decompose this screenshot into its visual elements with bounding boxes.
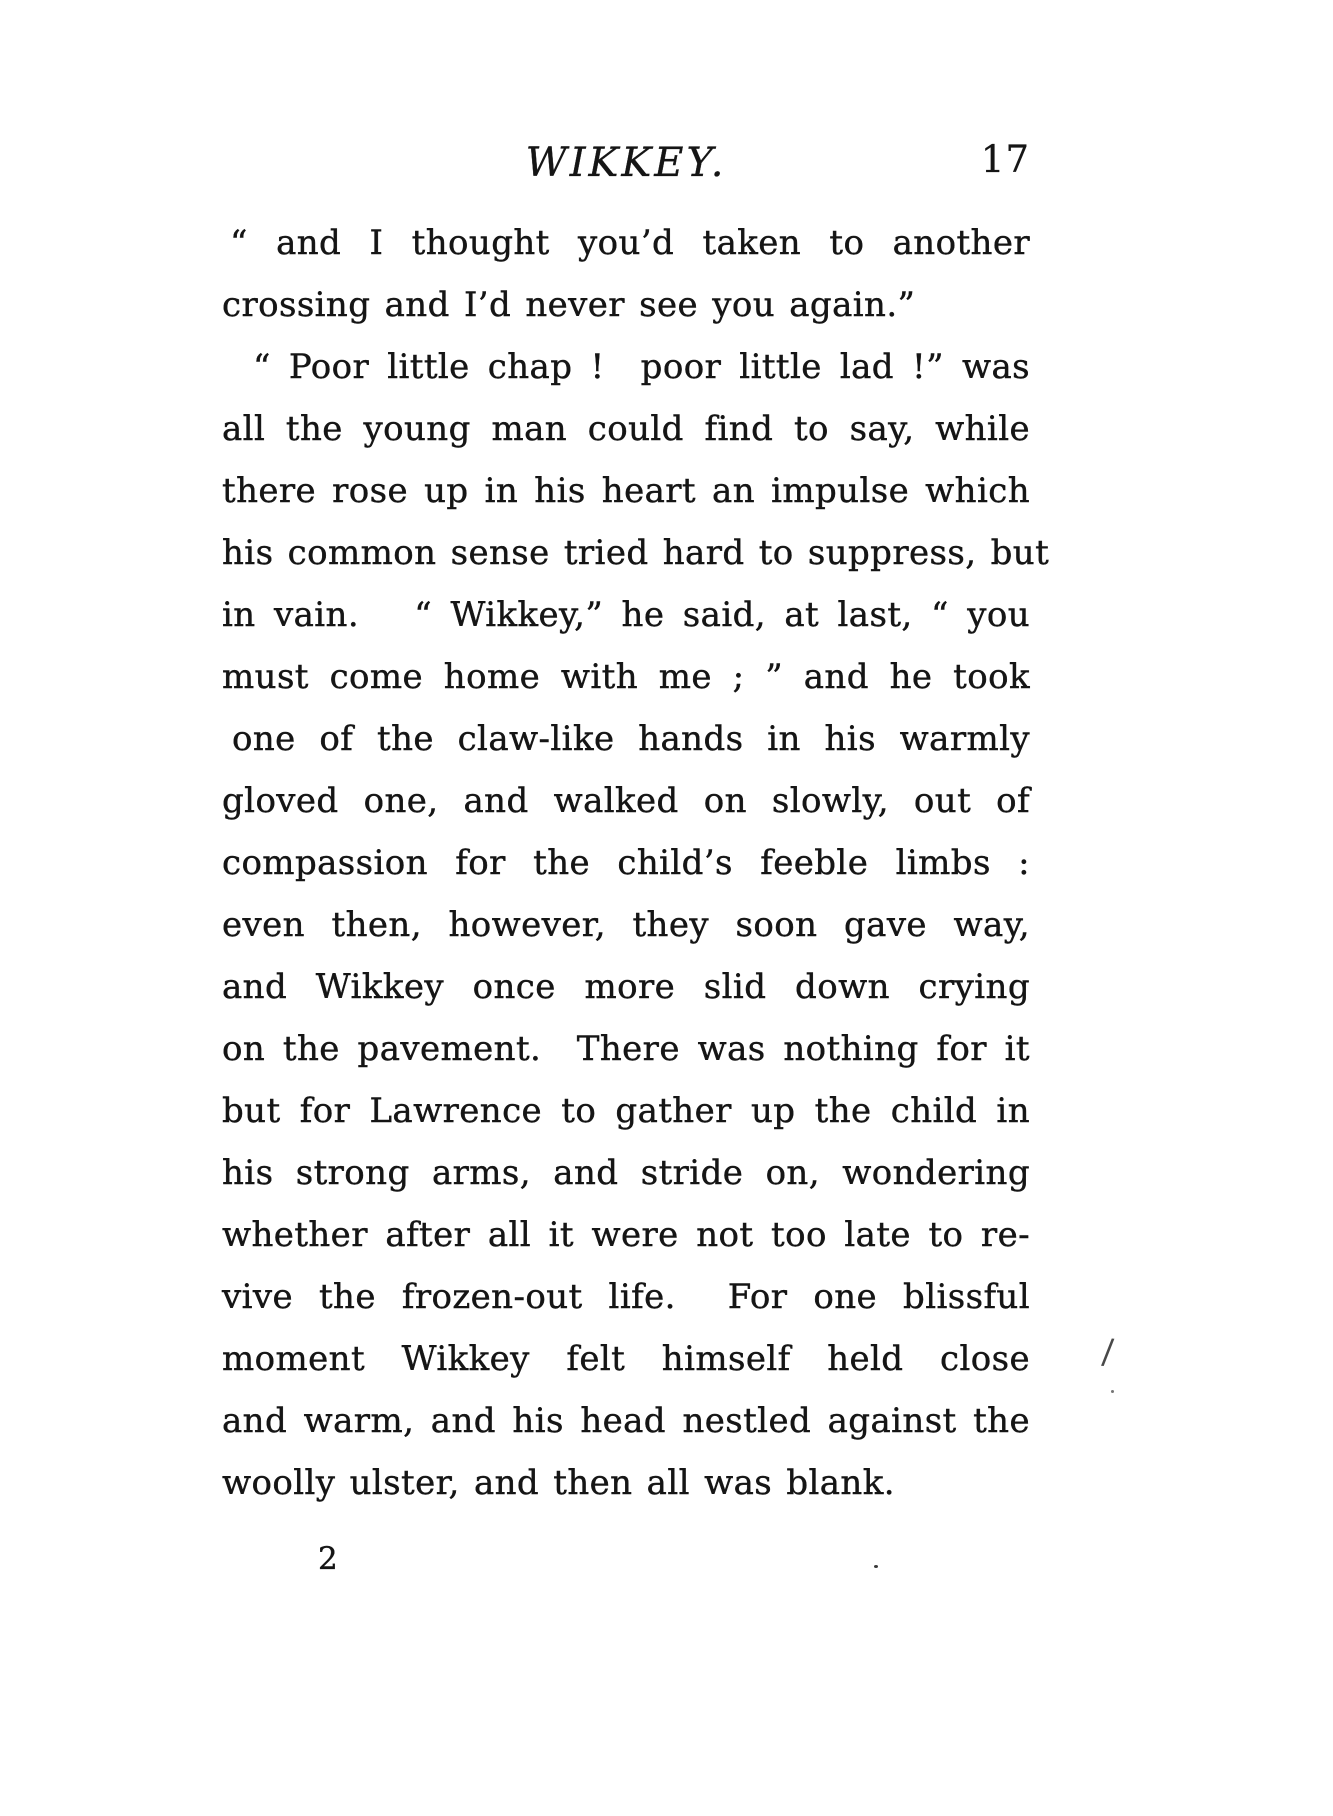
text-line: moment Wikkey felt himself held close bbox=[222, 1339, 1030, 1379]
text-line: “ and I thought you’d taken to another bbox=[230, 223, 1030, 263]
text-line: whether after all it were not too late to re- bbox=[222, 1215, 1030, 1255]
text-line: one of the claw-like hands in his warmly bbox=[232, 719, 1030, 759]
text-line: crossing and I’d never see you again.” bbox=[222, 285, 916, 325]
text-line: his strong arms, and stride on, wondering bbox=[222, 1153, 1030, 1193]
text-line: “ Poor little chap ! poor little lad !” was bbox=[253, 347, 1030, 387]
scan-speck bbox=[1111, 1390, 1114, 1393]
text-line: there rose up in his heart an impulse which bbox=[222, 471, 1030, 511]
signature-mark: 2 bbox=[318, 1541, 338, 1577]
text-line: all the young man could find to say, while bbox=[222, 409, 1030, 449]
text-line: woolly ulster, and then all was blank. bbox=[222, 1463, 895, 1503]
text-line: and Wikkey once more slid down crying bbox=[222, 967, 1030, 1007]
text-line: compassion for the child’s feeble limbs : bbox=[222, 843, 1030, 883]
text-line: in vain. “ Wikkey,” he said, at last, “ you bbox=[222, 595, 1030, 635]
text-line: even then, however, they soon gave way, bbox=[222, 905, 1030, 945]
text-line: his common sense tried hard to suppress, but bbox=[222, 533, 1050, 573]
page-number: 17 bbox=[980, 138, 1030, 181]
text-line: but for Lawrence to gather up the child in bbox=[222, 1091, 1030, 1131]
running-header bbox=[222, 140, 1030, 190]
scan-artifact-slash: / bbox=[1100, 1331, 1115, 1373]
text-line: and warm, and his head nestled against the bbox=[222, 1401, 1030, 1441]
running-header-title: WIKKEY. bbox=[525, 140, 727, 186]
text-line: vive the frozen-out life. For one blissful bbox=[222, 1277, 1030, 1317]
body-text bbox=[222, 212, 1050, 1514]
text-line: must come home with me ; ” and he took bbox=[222, 657, 1030, 697]
scan-speck bbox=[874, 1565, 878, 1568]
text-line: on the pavement. There was nothing for it bbox=[222, 1029, 1030, 1069]
text-line: gloved one, and walked on slowly, out of bbox=[222, 781, 1030, 821]
